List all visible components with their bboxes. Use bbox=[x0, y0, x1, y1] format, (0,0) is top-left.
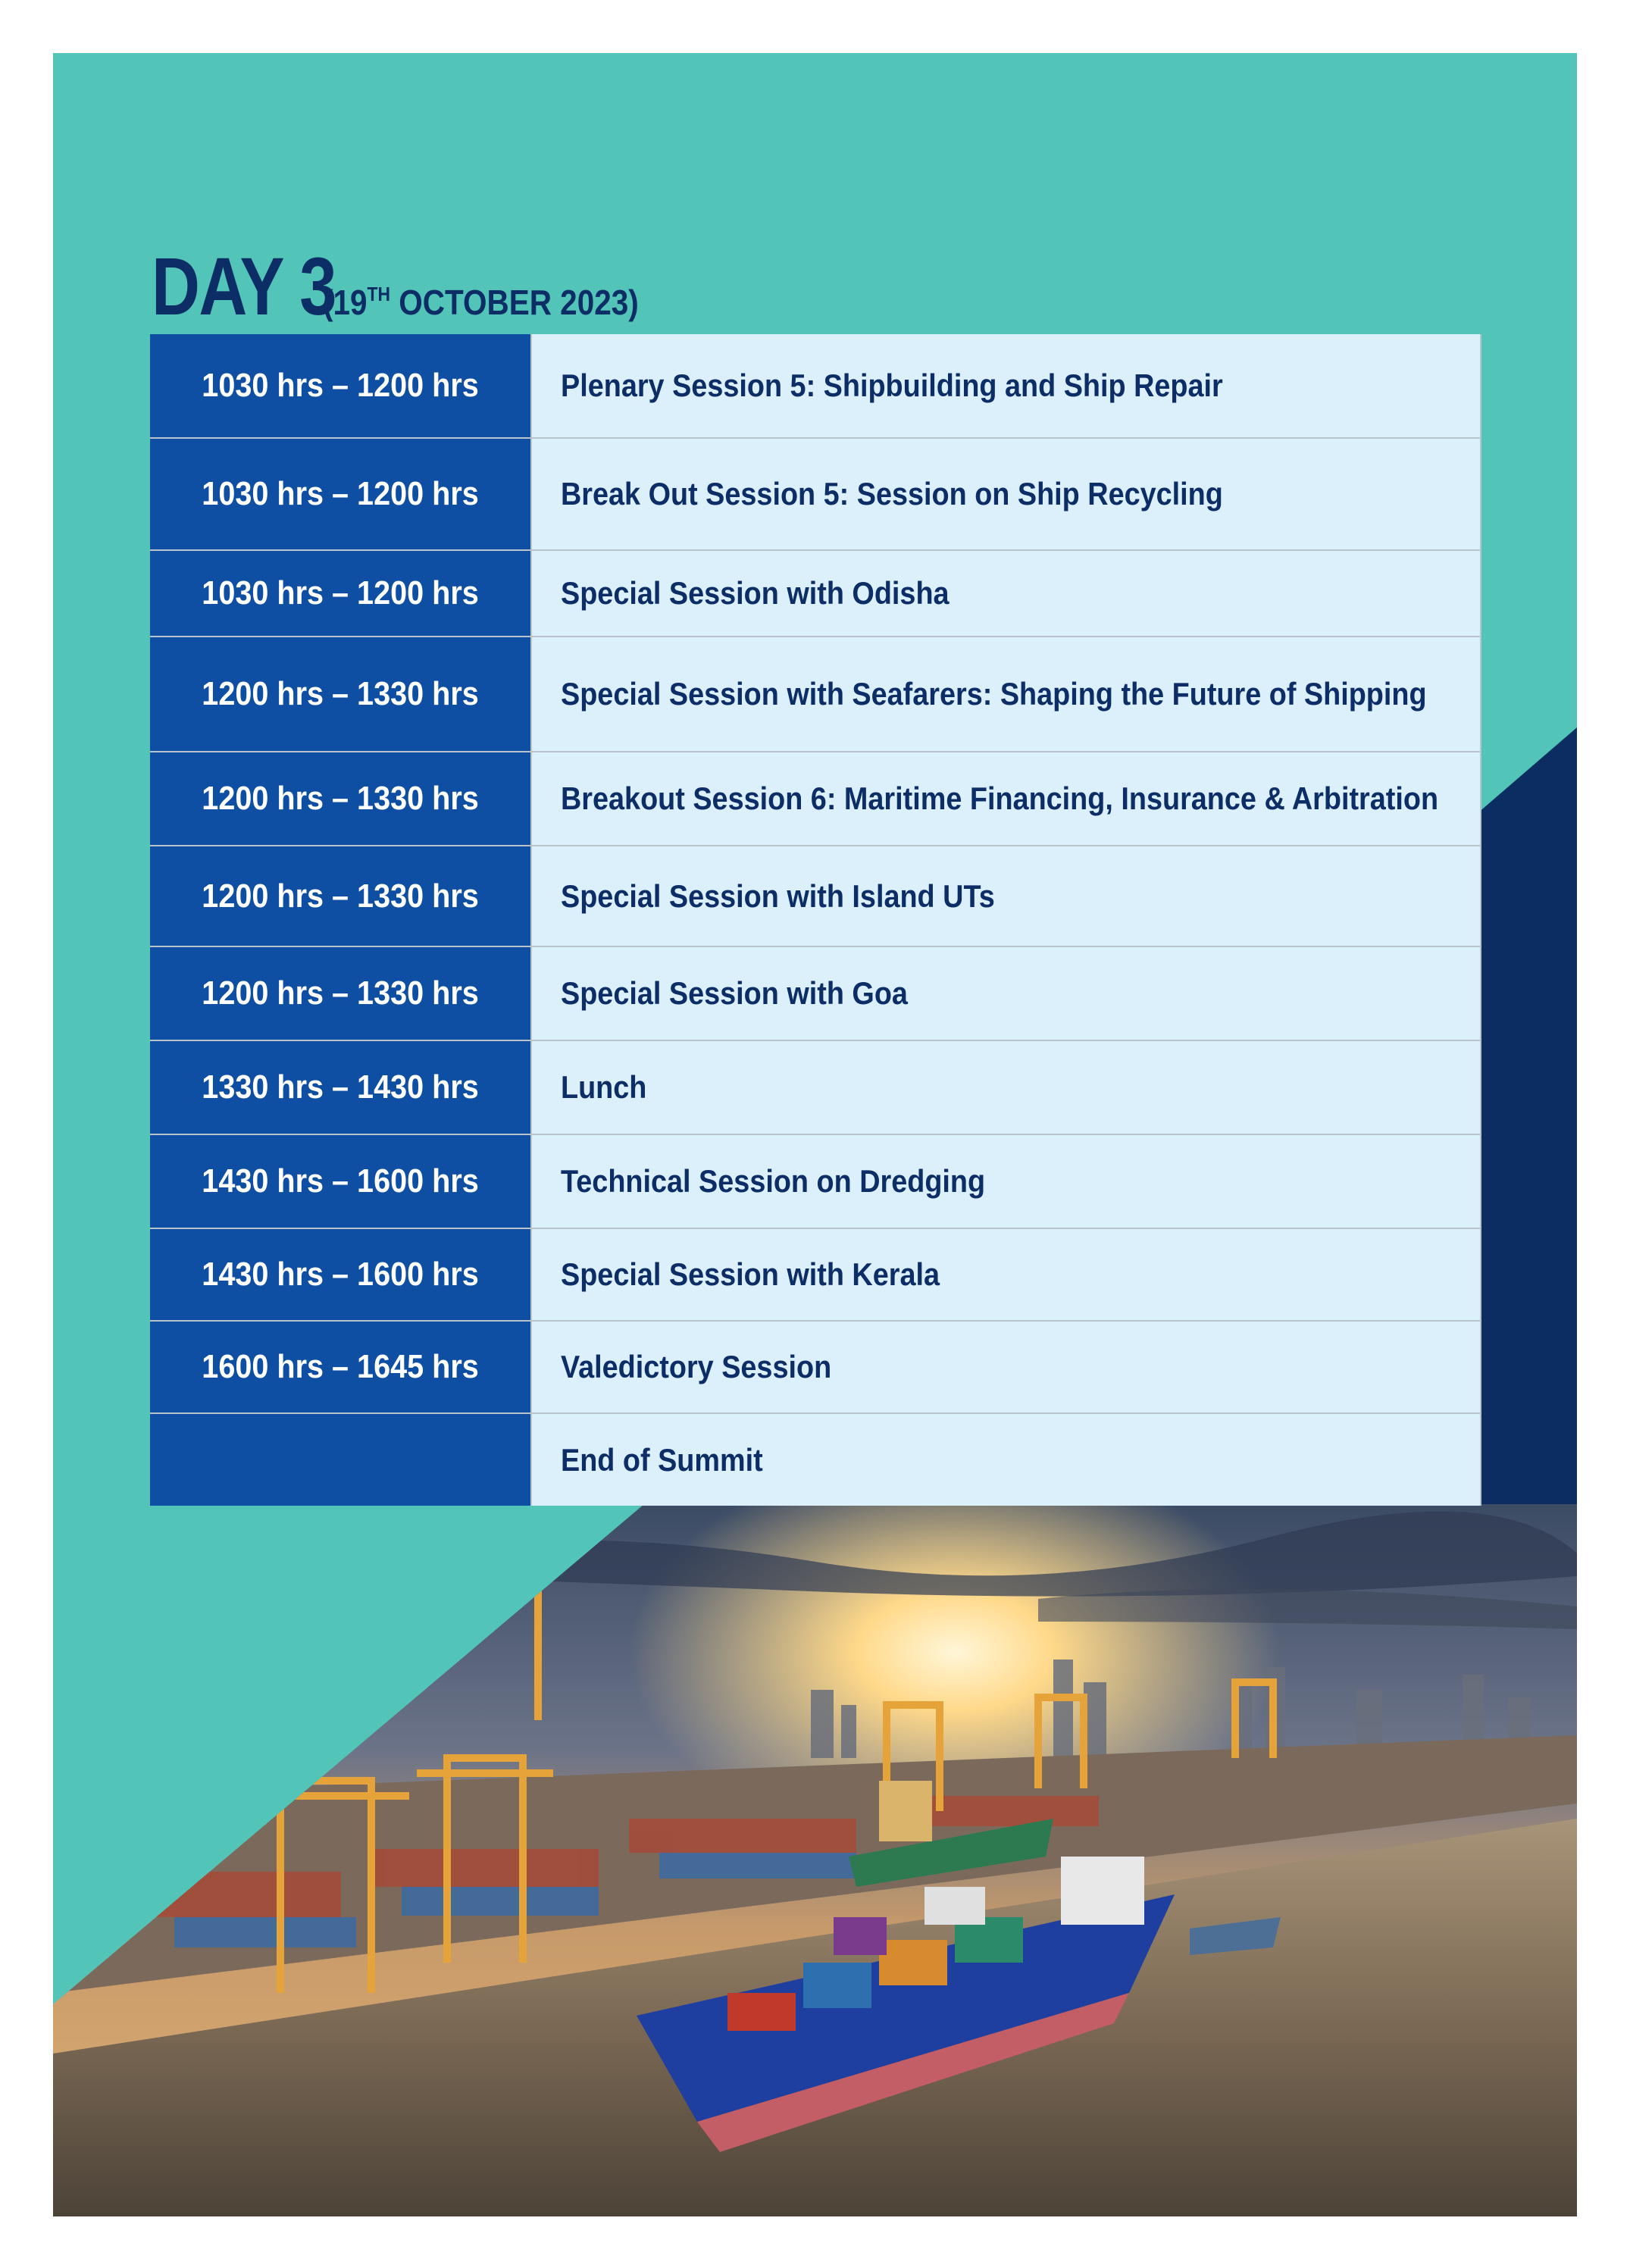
time-cell: 1200 hrs – 1330 hrs bbox=[150, 637, 531, 752]
day-label: DAY 3 bbox=[152, 240, 336, 332]
table-row bbox=[150, 637, 1481, 752]
table-row bbox=[150, 1040, 1481, 1134]
session-cell: Special Session with Goa bbox=[531, 946, 1481, 1040]
session-cell: Technical Session on Dredging bbox=[531, 1134, 1481, 1228]
table-row bbox=[150, 334, 1481, 438]
table-row bbox=[150, 1321, 1481, 1413]
time-cell: 1200 hrs – 1330 hrs bbox=[150, 946, 531, 1040]
session-cell: Special Session with Seafarers: Shaping the Future of Shipping bbox=[531, 637, 1481, 752]
table-row bbox=[150, 1134, 1481, 1228]
table-row bbox=[150, 550, 1481, 637]
time-cell: 1030 hrs – 1200 hrs bbox=[150, 550, 531, 637]
time-cell: 1030 hrs – 1200 hrs bbox=[150, 438, 531, 550]
session-cell: Special Session with Island UTs bbox=[531, 846, 1481, 946]
table-row bbox=[150, 752, 1481, 846]
session-cell: Break Out Session 5: Session on Ship Recycling bbox=[531, 438, 1481, 550]
table-row bbox=[150, 438, 1481, 550]
session-cell: End of Summit bbox=[531, 1413, 1481, 1506]
session-cell: Special Session with Odisha bbox=[531, 550, 1481, 637]
table-row bbox=[150, 946, 1481, 1040]
session-cell: Breakout Session 6: Maritime Financing, Insurance & Arbitration bbox=[531, 752, 1481, 846]
time-cell: 1600 hrs – 1645 hrs bbox=[150, 1321, 531, 1413]
session-cell: Plenary Session 5: Shipbuilding and Ship Repair bbox=[531, 334, 1481, 438]
table-row bbox=[150, 846, 1481, 946]
session-cell: Valedictory Session bbox=[531, 1321, 1481, 1413]
session-cell: Special Session with Kerala bbox=[531, 1228, 1481, 1321]
page-panel bbox=[53, 53, 1577, 2216]
table-row bbox=[150, 1228, 1481, 1321]
time-cell: 1200 hrs – 1330 hrs bbox=[150, 752, 531, 846]
time-cell: 1200 hrs – 1330 hrs bbox=[150, 846, 531, 946]
time-cell: 1330 hrs – 1430 hrs bbox=[150, 1040, 531, 1134]
table-row bbox=[150, 1413, 1481, 1506]
schedule-table bbox=[150, 334, 1481, 1506]
time-cell: 1430 hrs – 1600 hrs bbox=[150, 1134, 531, 1228]
time-cell bbox=[150, 1413, 531, 1506]
session-cell: Lunch bbox=[531, 1040, 1481, 1134]
date-label: (19TH OCTOBER 2023) bbox=[323, 283, 639, 322]
time-cell: 1430 hrs – 1600 hrs bbox=[150, 1228, 531, 1321]
time-cell: 1030 hrs – 1200 hrs bbox=[150, 334, 531, 438]
